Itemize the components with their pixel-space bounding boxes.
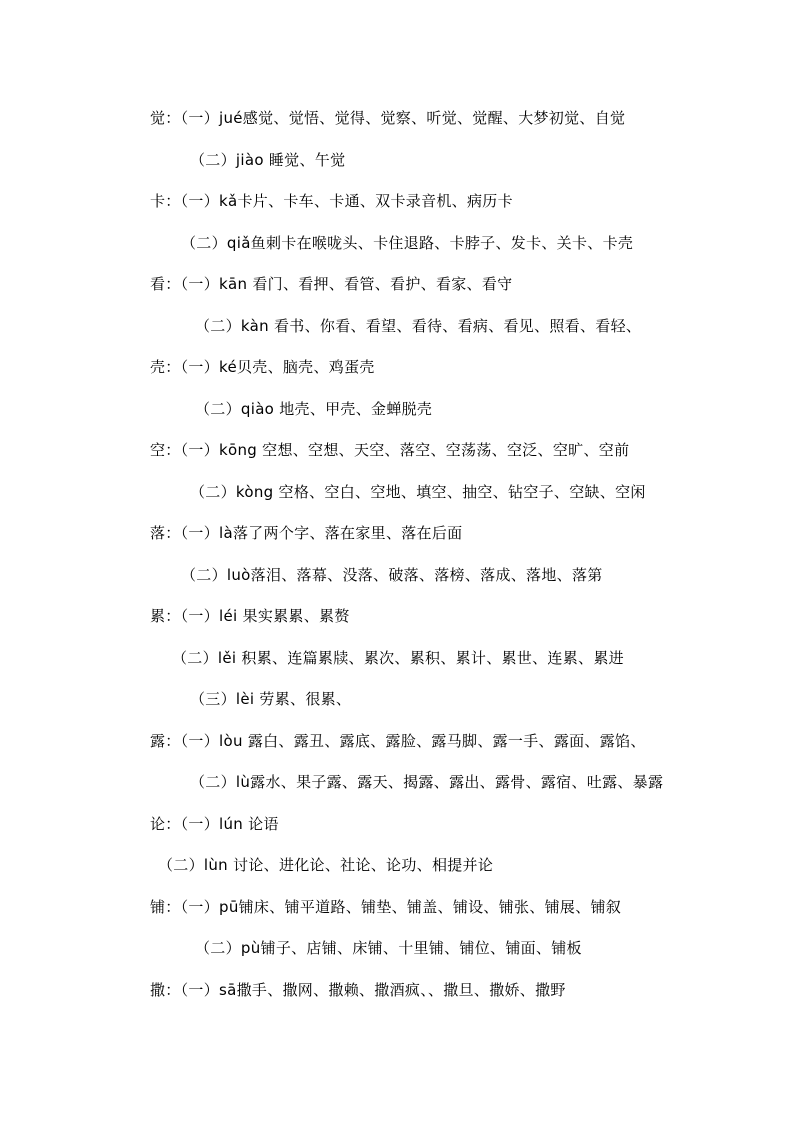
entry-ka-1: 卡：（一）kǎ卡片、卡车、卡通、双卡录音机、病历卡 — [150, 192, 513, 210]
entry-lu-2: （二）lù露水、果子露、露天、揭露、露出、露骨、露宿、吐露、暴露 — [190, 773, 664, 791]
entry-lun-2: （二）lùn 讨论、进化论、社论、论功、相提并论 — [158, 856, 494, 874]
entry-qia-2: （二）qiǎ鱼刺卡在喉咙头、卡住退路、卡脖子、发卡、关卡、卡壳 — [181, 234, 634, 252]
entry-pu-2: （二）pù铺子、店铺、床铺、十里铺、铺位、铺面、铺板 — [195, 939, 582, 957]
entry-lei-3: （三）lèi 劳累、很累、 — [190, 690, 352, 708]
entry-pu-1: 铺：（一）pū铺床、铺平道路、铺垫、铺盖、铺设、铺张、铺展、铺叙 — [150, 898, 622, 916]
entry-qiao-2: （二）qiào 地壳、甲壳、金蝉脱壳 — [195, 400, 433, 418]
entry-kan-2: （二）kàn 看书、你看、看望、看待、看病、看见、照看、看轻、 — [195, 317, 642, 335]
entry-jue-1: 觉：（一）jué感觉、觉悟、觉得、觉察、听觉、觉醒、大梦初觉、自觉 — [150, 109, 626, 127]
entry-kong-1: 空：（一）kōng 空想、空想、天空、落空、空荡荡、空泛、空旷、空前 — [150, 441, 630, 459]
entry-kong-2: （二）kòng 空格、空白、空地、填空、抽空、钻空子、空缺、空闲 — [190, 483, 646, 501]
entry-lei-1: 累：（一）léi 果实累累、累赘 — [150, 607, 350, 625]
entry-kan-1: 看：（一）kān 看门、看押、看管、看护、看家、看守 — [150, 275, 513, 293]
entry-jiao-2: （二）jiào 睡觉、午觉 — [190, 151, 346, 169]
entry-sa-1: 撒：（一）sā撒手、撒网、撒赖、撒酒疯、、撒旦、撒娇、撒野 — [150, 981, 566, 999]
entry-lun-1: 论：（一）lún 论语 — [150, 815, 279, 833]
entry-lou-1: 露：（一）lòu 露白、露丑、露底、露脸、露马脚、露一手、露面、露馅、 — [150, 732, 646, 750]
entry-la-1: 落：（一）là落了两个字、落在家里、落在后面 — [150, 524, 463, 542]
entry-luo-2: （二）luò落泪、落幕、没落、破落、落榜、落成、落地、落第 — [181, 566, 603, 584]
entry-ke-1: 壳：（一）ké贝壳、脑壳、鸡蛋壳 — [150, 358, 375, 376]
entry-lei-2: （二）lěi 积累、连篇累牍、累次、累积、累计、累世、连累、累进 — [172, 649, 624, 667]
